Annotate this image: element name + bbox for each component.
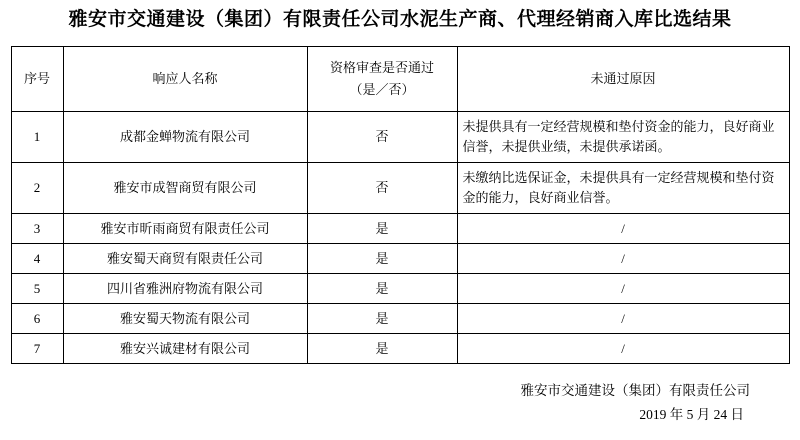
table-row: [11, 304, 789, 334]
table-row: [11, 163, 789, 214]
page-title: 雅安市交通建设（集团）有限责任公司水泥生产商、代理经销商入库比选结果: [68, 9, 732, 30]
row-name: 雅安市昕雨商贸有限责任公司: [63, 214, 307, 244]
row-name: 雅安蜀天物流有限公司: [63, 304, 307, 334]
table-row: [11, 214, 789, 244]
row-reason: /: [457, 304, 789, 334]
row-no: 7: [11, 334, 63, 364]
table-body: [11, 47, 789, 364]
row-reason: 未缴纳比选保证金，未提供具有一定经营规模和垫付资金的能力，良好商业信誉。: [457, 163, 789, 214]
row-reason: /: [457, 274, 789, 304]
column-header-reason: [457, 47, 789, 112]
column-header-no-label: 序号: [23, 71, 50, 86]
row-pass: 否: [307, 163, 457, 214]
row-no: 6: [11, 304, 63, 334]
date-line: 2019 年 5 月 24 日: [639, 407, 744, 422]
row-name: 雅安蜀天商贸有限责任公司: [63, 244, 307, 274]
row-reason: /: [457, 244, 789, 274]
column-header-name-label: 响应人名称: [152, 71, 218, 86]
column-header-reason-label: 未通过原因: [590, 71, 656, 86]
table-row: [11, 274, 789, 304]
row-no: 4: [11, 244, 63, 274]
row-reason: /: [457, 214, 789, 244]
column-header-no: [11, 47, 63, 112]
row-pass: 是: [307, 304, 457, 334]
table-header-row: [11, 47, 789, 112]
row-no: 2: [11, 163, 63, 214]
row-pass: 否: [307, 112, 457, 163]
bid-result-table: [11, 46, 790, 364]
row-pass: 是: [307, 244, 457, 274]
table-row: [11, 244, 789, 274]
row-name: 四川省雅洲府物流有限公司: [63, 274, 307, 304]
column-header-pass: [307, 47, 457, 112]
row-no: 3: [11, 214, 63, 244]
row-no: 5: [11, 274, 63, 304]
row-name: 成都金蝉物流有限公司: [63, 112, 307, 163]
row-reason: 未提供具有一定经营规模和垫付资金的能力，良好商业信誉，未提供业绩，未提供承诺函。: [457, 112, 789, 163]
table-row: [11, 112, 789, 163]
column-header-pass-label: 资格审查是否通过: [329, 60, 434, 75]
row-name: 雅安兴诚建材有限公司: [63, 334, 307, 364]
row-reason: /: [457, 334, 789, 364]
row-pass: 是: [307, 334, 457, 364]
table-row: [11, 334, 789, 364]
row-pass: 是: [307, 274, 457, 304]
row-no: 1: [11, 112, 63, 163]
column-header-name: [63, 47, 307, 112]
row-name: 雅安市成智商贸有限公司: [63, 163, 307, 214]
column-header-pass-sublabel: （是／否）: [349, 82, 415, 97]
signature-line: 雅安市交通建设（集团）有限责任公司: [520, 383, 750, 398]
row-pass: 是: [307, 214, 457, 244]
